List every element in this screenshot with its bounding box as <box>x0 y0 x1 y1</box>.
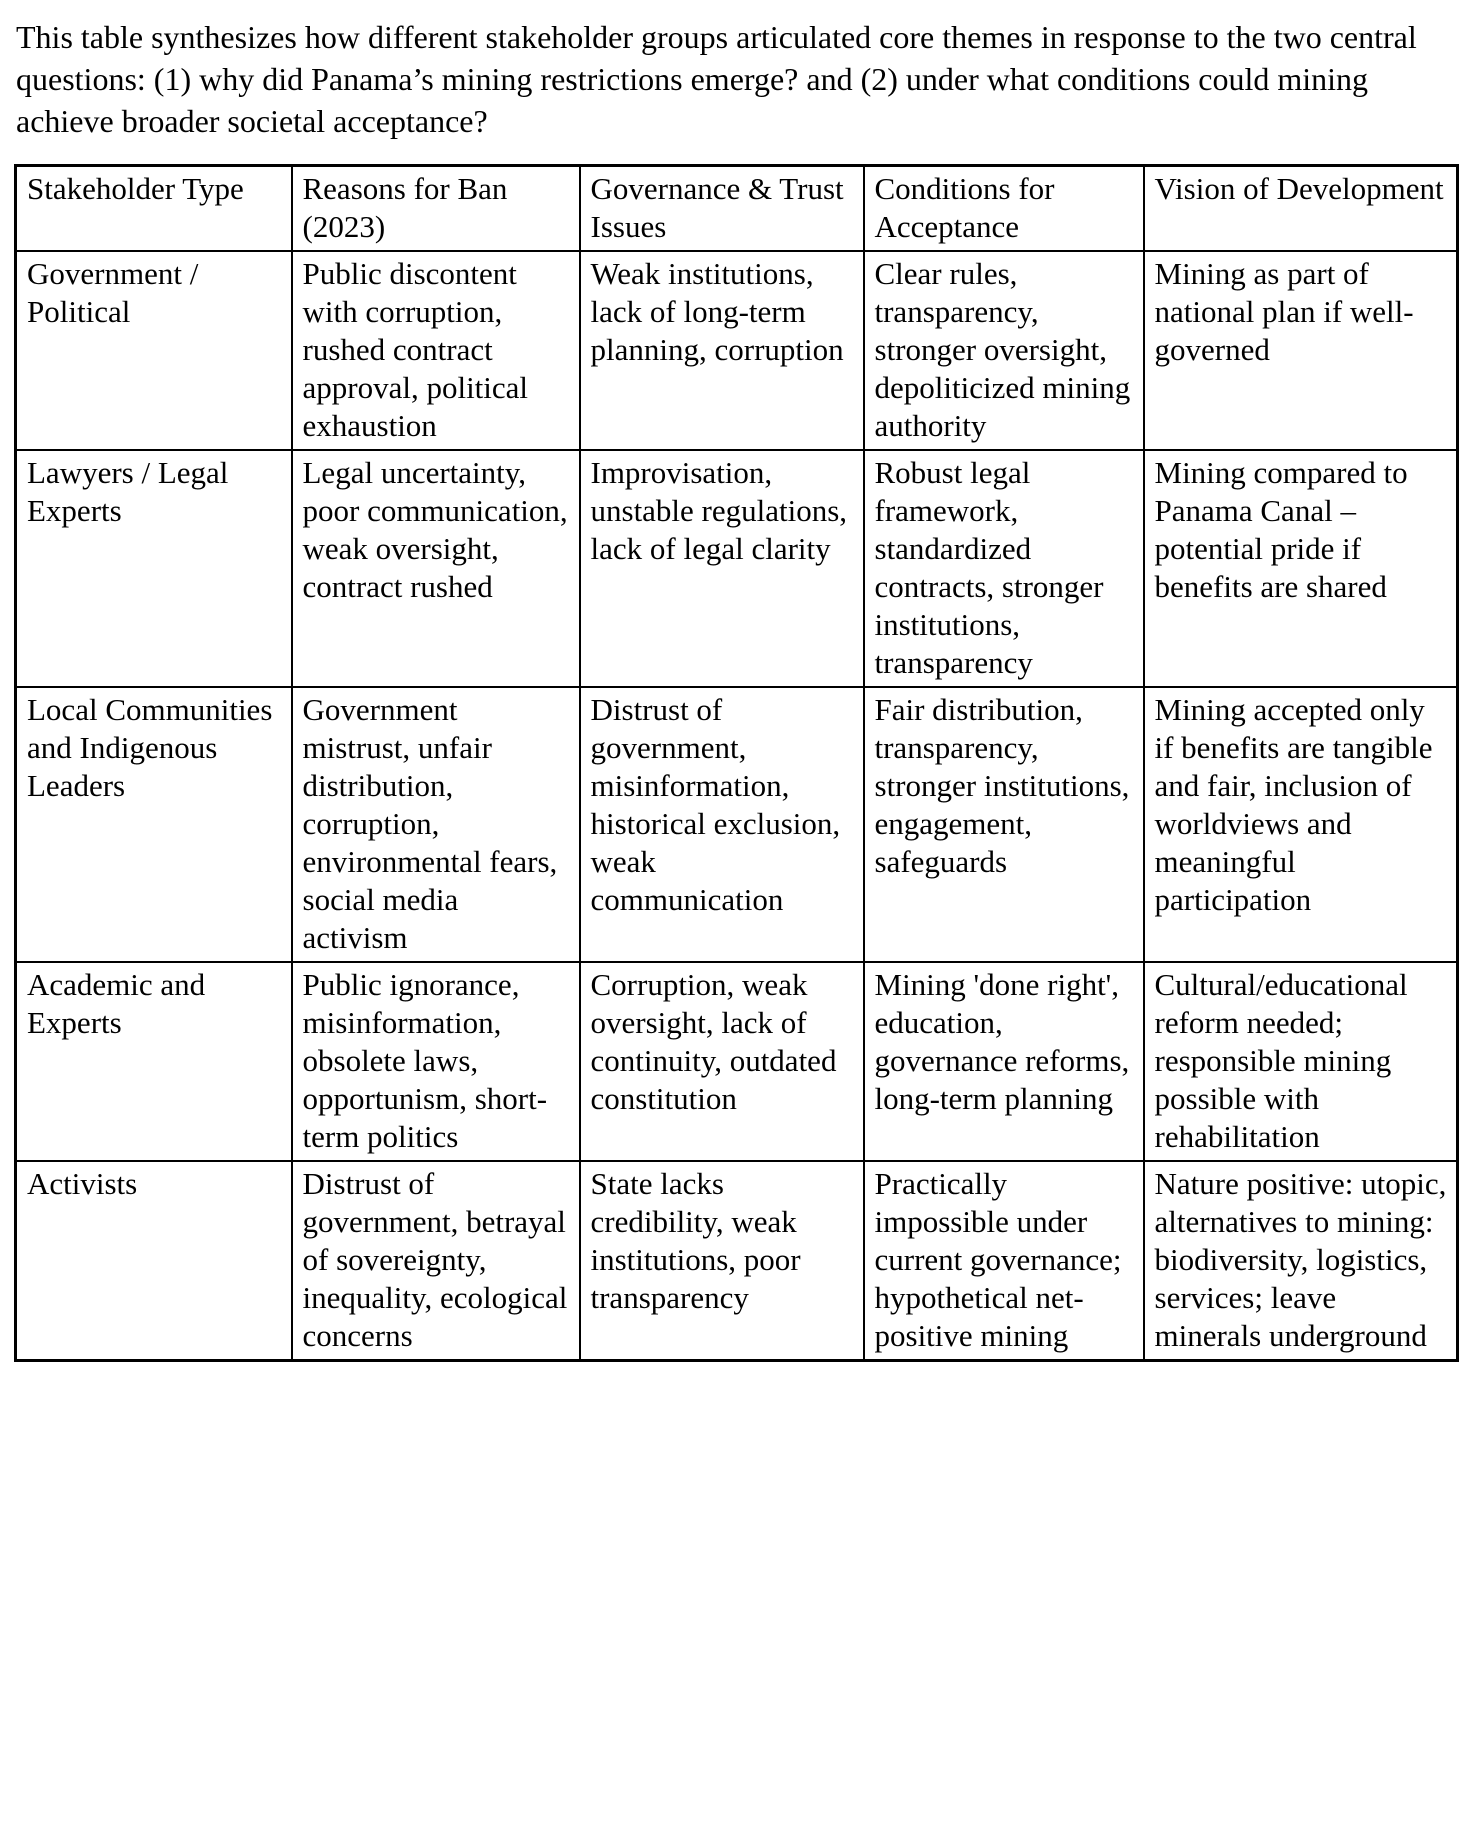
cell-conditions-for-acceptance: Clear rules, transparency, stronger oversight, depoliticized mining authority <box>864 251 1144 450</box>
cell-stakeholder-type: Lawyers / Legal Experts <box>16 450 292 687</box>
cell-reasons-for-ban: Public discontent with corruption, rushed contract approval, political exhaustion <box>292 251 580 450</box>
cell-vision-of-development: Mining accepted only if benefits are tangible and fair, inclusion of worldviews and meaningful participation <box>1144 687 1458 962</box>
cell-governance-trust-issues: Improvisation, unstable regulations, lack of legal clarity <box>580 450 864 687</box>
cell-stakeholder-type: Academic and Experts <box>16 962 292 1161</box>
cell-reasons-for-ban: Legal uncertainty, poor communication, weak oversight, contract rushed <box>292 450 580 687</box>
cell-vision-of-development: Nature positive: utopic, alternatives to mining: biodiversity, logistics, services; leave minerals underground <box>1144 1161 1458 1361</box>
cell-reasons-for-ban: Distrust of government, betrayal of sovereignty, inequality, ecological concerns <box>292 1161 580 1361</box>
table-row <box>16 962 1458 1161</box>
cell-vision-of-development: Mining as part of national plan if well-governed <box>1144 251 1458 450</box>
table-row <box>16 687 1458 962</box>
cell-governance-trust-issues: Distrust of government, misinformation, historical exclusion, weak communication <box>580 687 864 962</box>
column-header-conditions-for-acceptance: Conditions for Acceptance <box>864 166 1144 252</box>
cell-governance-trust-issues: Weak institutions, lack of long-term planning, corruption <box>580 251 864 450</box>
cell-stakeholder-type: Government / Political <box>16 251 292 450</box>
stakeholder-synthesis-table <box>14 164 1459 1362</box>
column-header-reasons-for-ban: Reasons for Ban (2023) <box>292 166 580 252</box>
document-page <box>0 16 1475 1840</box>
column-header-vision-of-development: Vision of Development <box>1144 166 1458 252</box>
table-row <box>16 1161 1458 1361</box>
cell-conditions-for-acceptance: Mining 'done right', education, governance reforms, long-term planning <box>864 962 1144 1161</box>
table-header-row <box>16 166 1458 252</box>
cell-conditions-for-acceptance: Fair distribution, transparency, stronger institutions, engagement, safeguards <box>864 687 1144 962</box>
cell-stakeholder-type: Local Communities and Indigenous Leaders <box>16 687 292 962</box>
cell-governance-trust-issues: Corruption, weak oversight, lack of continuity, outdated constitution <box>580 962 864 1161</box>
column-header-governance-trust-issues: Governance & Trust Issues <box>580 166 864 252</box>
column-header-stakeholder-type: Stakeholder Type <box>16 166 292 252</box>
cell-vision-of-development: Mining compared to Panama Canal – potential pride if benefits are shared <box>1144 450 1458 687</box>
cell-conditions-for-acceptance: Practically impossible under current governance; hypothetical net-positive mining <box>864 1161 1144 1361</box>
cell-vision-of-development: Cultural/educational reform needed; responsible mining possible with rehabilitation <box>1144 962 1458 1161</box>
intro-paragraph: This table synthesizes how different stakeholder groups articulated core themes in response to the two central questions: (1) why did Panama’s mining restrictions emerge? and (2) under what conditions could mining achieve broader societal acceptance? <box>16 19 1417 139</box>
cell-governance-trust-issues: State lacks credibility, weak institutions, poor transparency <box>580 1161 864 1361</box>
cell-conditions-for-acceptance: Robust legal framework, standardized contracts, stronger institutions, transparency <box>864 450 1144 687</box>
cell-stakeholder-type: Activists <box>16 1161 292 1361</box>
table-row <box>16 450 1458 687</box>
cell-reasons-for-ban: Government mistrust, unfair distribution, corruption, environmental fears, social media activism <box>292 687 580 962</box>
cell-reasons-for-ban: Public ignorance, misinformation, obsolete laws, opportunism, short-term politics <box>292 962 580 1161</box>
table-row <box>16 251 1458 450</box>
